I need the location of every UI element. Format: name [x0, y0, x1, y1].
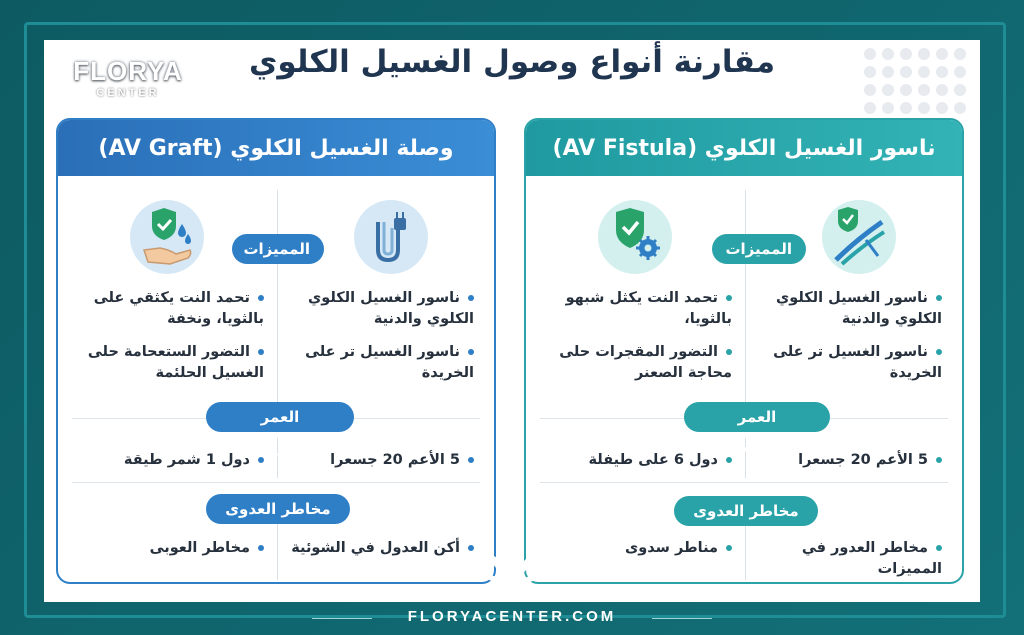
- site-url: FLORYACENTER.COM: [407, 608, 617, 625]
- graft-card: [56, 118, 496, 584]
- fistula-card: [524, 118, 964, 584]
- risk-item: مخاطر العدور في المميزات: [801, 540, 942, 577]
- feature-item: ناسور الغسيل الكلوي الكلوي والدنية: [307, 290, 474, 327]
- lifespan-pill: العمر الافتراضي: [684, 402, 830, 432]
- graft-card-heading: وصلة الغسيل الكلوي (AV Graft): [58, 120, 494, 176]
- risks-pill: مخاطر العدوى: [674, 496, 818, 526]
- brand-logo: [66, 56, 190, 99]
- lifespan-item: 5 الأعم 20 جسعرا: [284, 450, 474, 471]
- divider: [277, 520, 278, 580]
- feature-item: التضور المقجرات حلى محاجة الصعنر: [559, 344, 732, 381]
- decorative-dots: [864, 48, 966, 114]
- divider: [277, 190, 278, 418]
- brand-name: FLORYA: [73, 56, 183, 86]
- divider: [745, 520, 746, 580]
- page-title: مقارنة أنواع وصول الغسيل الكلوي: [248, 44, 776, 80]
- shield-gear-icon: [598, 200, 672, 274]
- divider: [312, 618, 372, 619]
- shield-hand-drops-icon: [130, 200, 204, 274]
- risk-item: أكن العدول في الشوئية: [284, 538, 474, 559]
- feature-item: التضور الستعحامة حلى الغسيل الحلئمة: [87, 344, 264, 381]
- lifespan-item: 5 الأعم 20 جسعرا: [752, 450, 942, 471]
- risk-item: مخاطر العوبى: [74, 538, 264, 559]
- feature-item: ناسور الغسيل تر على الخريدة: [305, 344, 474, 381]
- risk-item: مناطر سدوى: [542, 538, 732, 559]
- lifespan-pill: العمر الافتراضي: [206, 402, 354, 432]
- lifespan-item: دول 6 على طيفلة: [542, 450, 732, 471]
- divider: [72, 482, 480, 483]
- divider: [652, 618, 712, 619]
- lifespan-item: دول 1 شمر طيقة: [74, 450, 264, 471]
- brand-sub: CENTER: [96, 87, 160, 99]
- fistula-card-heading: ناسور الغسيل الكلوي (AV Fistula): [526, 120, 962, 176]
- feature-item: ناسور الغسيل الكلوي الكلوي والدنية: [775, 290, 942, 327]
- lotus-logo-icon: [474, 530, 550, 602]
- feature-item: تحمد النت يكثقي على بالثويا، ونخفة: [93, 290, 264, 327]
- divider: [540, 482, 948, 483]
- features-pill: المميزات: [712, 234, 806, 264]
- divider: [745, 190, 746, 418]
- risks-pill: مخاطر العدوى: [206, 494, 350, 524]
- features-pill: المميزات: [232, 234, 324, 264]
- feature-item: تحمد النت يكثل شبهو بالثويا،: [565, 290, 732, 327]
- shield-vessels-icon: [822, 200, 896, 274]
- tube-plug-icon: [354, 200, 428, 274]
- feature-item: ناسور الغسيل تر على الخريدة: [773, 344, 942, 381]
